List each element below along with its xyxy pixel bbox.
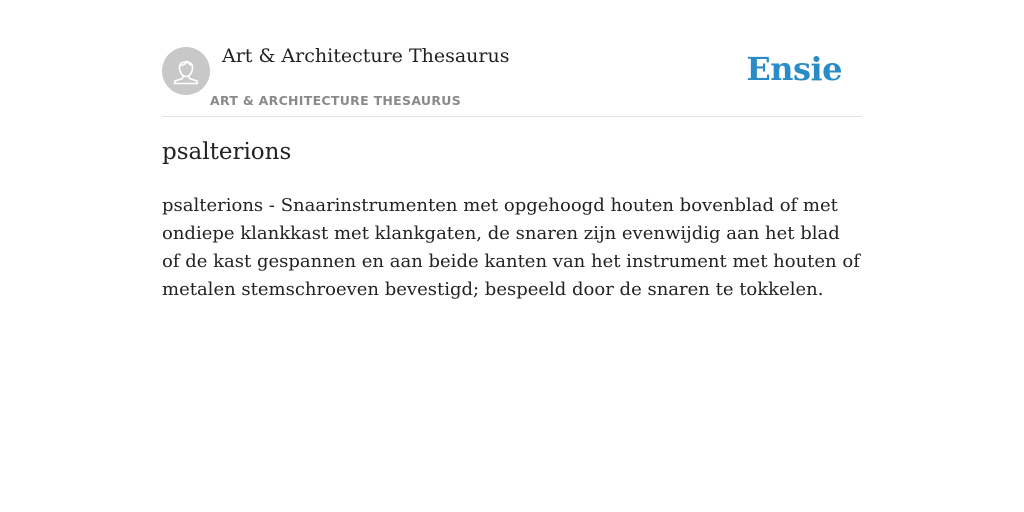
user-outline-icon: [162, 47, 210, 95]
entry-title: psalterions: [162, 139, 292, 165]
header: [162, 0, 862, 117]
entry-definition: psalterions - Snaarinstrumenten met opgehoogd houten bovenblad of met ondiepe klankkast met klankgaten, de snaren zijn evenwijdig aan het blad of de kast gespannen en aan beide kanten van het instrument met houten of metalen stemschroeven bevestigd; bespeeld door de snaren te tokkelen.: [162, 195, 860, 300]
author-avatar[interactable]: [162, 47, 210, 95]
author-subtitle: ART & ARCHITECTURE THESAURUS: [210, 93, 462, 108]
author-name-link[interactable]: Art & Architecture Thesaurus: [222, 45, 510, 67]
ensie-logo-link[interactable]: Ensie: [746, 50, 842, 88]
